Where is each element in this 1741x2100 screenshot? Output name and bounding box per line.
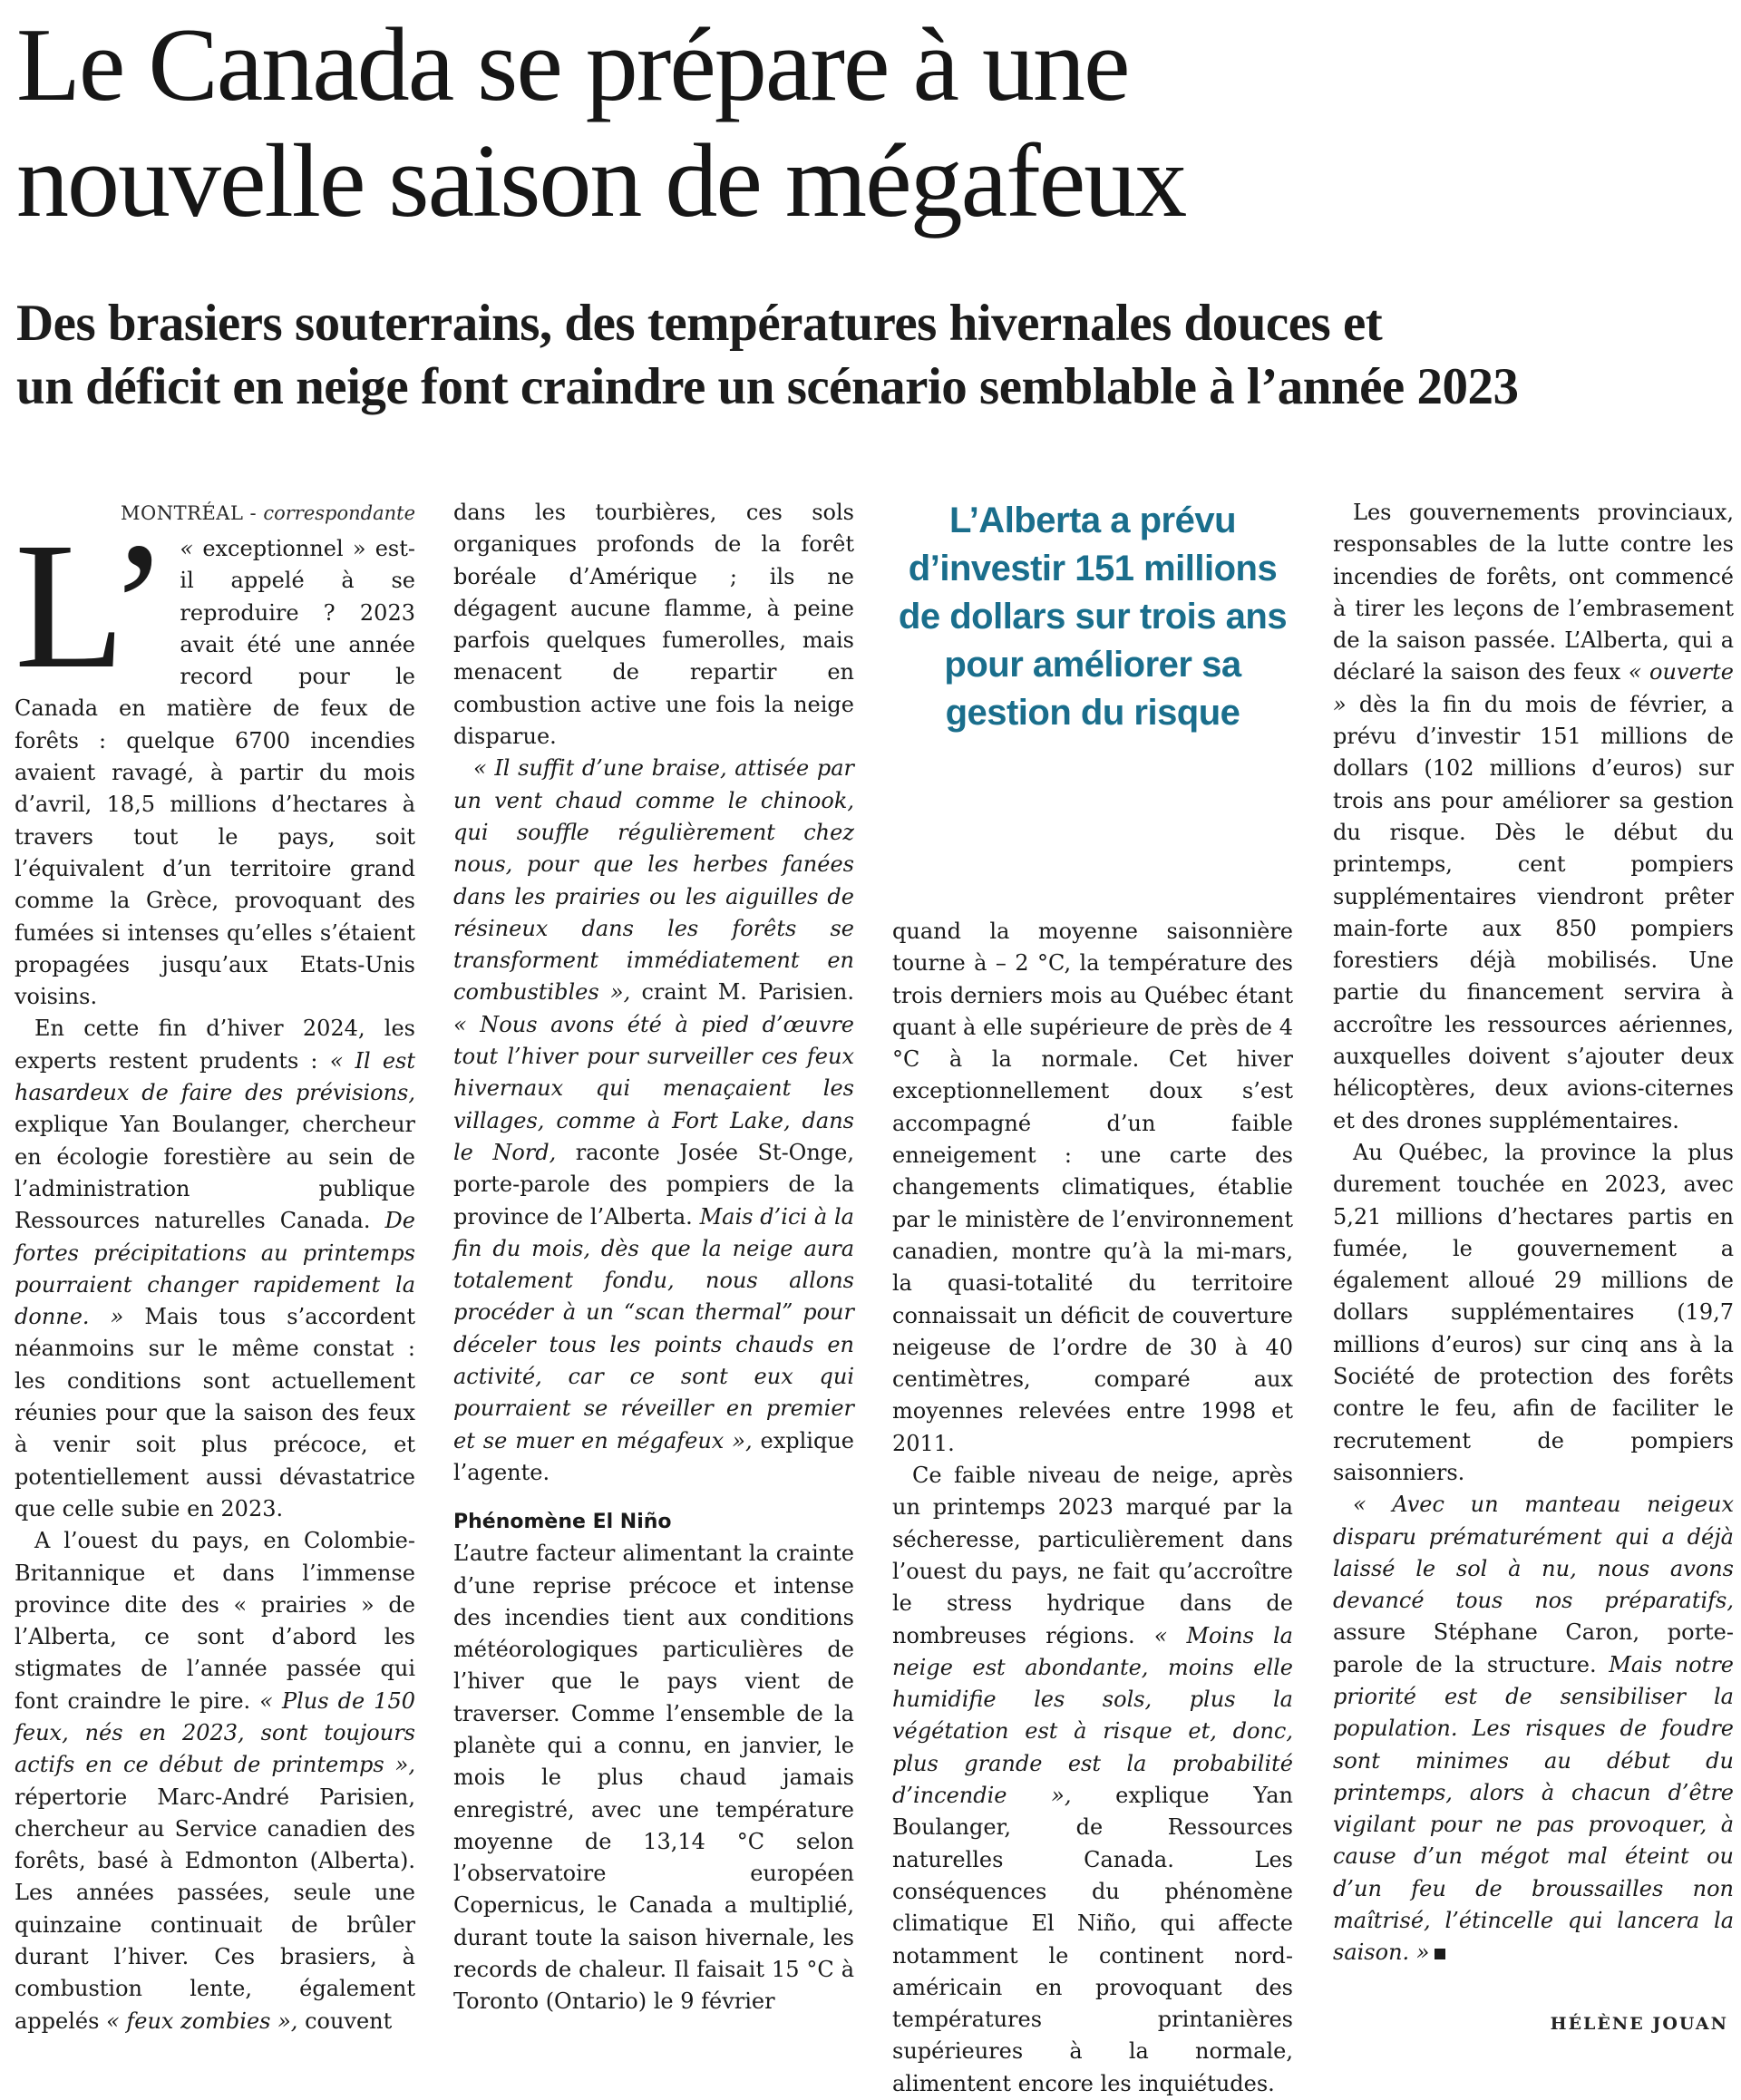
quote-text: « ouverte » bbox=[1333, 659, 1734, 717]
article-column-1 bbox=[15, 497, 416, 2034]
paragraph-text: A l’ouest du pays, en Colombie-Britannique et dans l’immense province dite des « prairies » de l’Alberta, ce sont d’abord les stigmates de l’année passée qui font craindre le pire. bbox=[15, 1528, 415, 1714]
paragraph-text: Mais tous s’accordent néanmoins sur le même constat : les conditions sont actuellement réunies pour que la saison des feux à venir soit plus précoce, et potentiellement aussi dévastatrice que celle subie en 2023. bbox=[15, 1304, 415, 1522]
section-heading: Phénomène El Niño bbox=[453, 1511, 672, 1534]
paragraph bbox=[1333, 1489, 1734, 1969]
paragraph bbox=[892, 916, 1293, 1460]
quote-text: « Plus de 150 feux, nés en 2023, sont toujours actifs en ce début de printemps », bbox=[15, 1687, 415, 1778]
article-column-4 bbox=[1333, 497, 1734, 2029]
quote-text: « Moins la neige est abondante, moins elle humidifie les sols, plus la végétation est à risque et, donc, plus grande est la probabilité d’incendie », bbox=[892, 1622, 1293, 1809]
paragraph bbox=[453, 753, 854, 1489]
paragraph-text: assure Stéphane Caron, porte-parole de la structure. bbox=[1333, 1619, 1734, 1677]
paragraph-text: couvent bbox=[297, 2008, 393, 2034]
paragraph-text: Les gouvernements provinciaux, responsables de la lutte contre les incendies de forêts, ont commencé à tirer les leçons de l’embrasement de la saison passée. L’Alberta, qui a déclaré la saison des feux bbox=[1333, 500, 1734, 685]
paragraph-text: exceptionnel » est-il appelé à se reproduire ? 2023 avait été une année record pour le Canada en matière de feux de forêts : quelque 6700 incendies avaient ravagé, à partir du mois d’avril, 18,5 millions d’hectares à travers tout le pays, soit l’équivalent d’un territoire grand comme la Grèce, provoquant des fumées si intenses qu’elles s’étaient propagées jusqu’aux Etats-Unis voisins. bbox=[15, 536, 415, 1010]
paragraph-text: répertorie Marc-André Parisien, chercheur au Service canadien des forêts, basé à Edmonton (Alberta). Les années passées, seule une quinzaine continuait de brûler durant l’hiver. Ces brasiers, à combustion lente, également appelés bbox=[15, 1784, 415, 2034]
quote-text: Mais notre priorité est de sensibiliser la population. Les risques de foudre sont minimes au début du printemps, alors à chacun d’être vigilant pour ne pas provoquer, à cause d’un mégot mal éteint ou d’un feu de broussailles non maîtrisé, l’étincelle qui lancera la saison. » bbox=[1333, 1651, 1734, 1966]
byline: HÉLÈNE JOUAN bbox=[1550, 2014, 1728, 2034]
paragraph-text: dans les tourbières, ces sols organiques profonds de la forêt boréale d’Amérique ; ils ne dégagent aucune flamme, à peine parfois quelques fumerolles, mais menacent de repartir en combustion active une fois la neige disparue. bbox=[453, 500, 854, 750]
end-mark-icon bbox=[1435, 1949, 1445, 1959]
paragraph bbox=[892, 1460, 1293, 2100]
paragraph-text: raconte Josée St-Onge, porte-parole des pompiers de la province de l’Alberta. bbox=[453, 1139, 855, 1230]
dateline-role: correspondante bbox=[263, 502, 415, 524]
paragraph-text: En cette fin d’hiver 2024, les experts restent prudents : bbox=[15, 1016, 415, 1074]
pull-quote: L’Alberta a prévu d’investir 151 millions de dollars sur trois ans pour améliorer sa gestion du risque bbox=[898, 501, 1288, 733]
paragraph bbox=[1333, 497, 1734, 1137]
paragraph-text: explique Yan Boulanger, de Ressources naturelles Canada. Les conséquences du phénomène climatique El Niño, qui affecte notamment le continent nord-américain en provoquant des températures printanières supérieures à la normale, alimentent encore les inquiétudes. bbox=[892, 1783, 1293, 2096]
quote-text: « Nous avons été à pied d’œuvre tout l’hiver pour surveiller ces feux hivernaux qui menaçaient les villages, comme à Fort Lake, dans le Nord, bbox=[453, 1011, 854, 1165]
paragraph-text: craint M. Parisien. bbox=[630, 979, 854, 1006]
paragraph-text: Au Québec, la province la plus durement touchée en 2023, avec 5,21 millions d’hectares partis en fumée, le gouvernement a également alloué 29 millions de dollars supplémentaires (19,7 millions d’euros) sur cinq ans à la Société de protection des forêts contre le feu, afin de faciliter le recrutement de pompiers saisonniers. bbox=[1333, 1139, 1734, 1485]
quote-text: Mais d’ici à la fin du mois, dès que la neige aura totalement fondu, nous allons procéder à un “scan thermal” pour déceler tous les points chauds en activité, car ce sont eux qui pourraient se réveiller en premier et se muer en mégafeux », bbox=[453, 1203, 854, 1453]
paragraph-text: explique l’agente. bbox=[453, 1427, 854, 1485]
headline-line-1: Le Canada se prépare à une bbox=[16, 7, 1129, 123]
headline-line-2: nouvelle saison de mégafeux bbox=[16, 123, 1186, 239]
paragraph bbox=[453, 497, 854, 753]
paragraph-text: quand la moyenne saisonnière tourne à – 2 °C, la température des trois derniers mois au Québec étant quant à elle supérieure de près de 4 °C à la normale. Cet hiver exceptionnellement doux s’est accompagné d’un faible enneigement : une carte des changements climatiques, établie par le ministère de l’environnement canadien, montre qu’à la mi-mars, la quasi-totalité du territoire connaissait un déficit de couverture neigeuse de l’ordre de 30 à 40 centimètres, comparé aux moyennes relevées entre 1998 et 2011. bbox=[892, 919, 1293, 1456]
article-column-3 bbox=[892, 916, 1293, 2096]
subhead-line-2: un déficit en neige font craindre un scénario semblable à l’année 2023 bbox=[16, 358, 1519, 415]
paragraph-text: L’autre facteur alimentant la crainte d’une reprise précoce et intense des incendies tient aux conditions météorologiques particulières de l’hiver que le pays vient de traverser. Comme l’ensemble de la planète qui a connu, en janvier, le mois le plus chaud jamais enregistré, avec une température moyenne de 13,14 °C selon l’observatoire européen Copernicus, le Canada a multiplié, durant toute la saison hivernale, les records de chaleur. Il faisait 15 °C à Toronto (Ontario) le 9 février bbox=[453, 1541, 854, 2015]
paragraph-text: dès la fin du mois de février, a prévu d’investir 151 millions de dollars (102 millions d’euros) sur trois ans pour améliorer sa gestion du risque. Dès le début du printemps, cent pompiers supplémentaires viendront prêter main-forte aux 850 pompiers forestiers déjà mobilisés. Une partie du financement servira à accroître les ressources aériennes, auxquelles doivent s’ajouter deux hélicoptères, deux avions-citernes et des drones supplémentaires. bbox=[1333, 691, 1734, 1133]
quote-text: « feux zombies », bbox=[106, 2008, 298, 2034]
subhead-line-1: Des brasiers souterrains, des températures hivernales douces et bbox=[16, 295, 1383, 352]
article-column-2 bbox=[453, 497, 854, 2029]
paragraph-text: explique Yan Boulanger, chercheur en écologie forestière au sein de l’administration publique Ressources naturelles Canada. bbox=[15, 1112, 415, 1234]
paragraph-text: Ce faible niveau de neige, après un printemps 2023 marqué par la sécheresse, particulièrement dans l’ouest du pays, ne fait qu’accroître le stress hydrique dans de nombreuses régions. bbox=[892, 1463, 1293, 1648]
paragraph bbox=[15, 1525, 415, 2037]
lead-paragraph: L’ « exceptionnel » est-il appelé à se reproduire ? 2023 avait été une année record pour le Canada en matière de feux de forêts : quelque 6700 incendies avaient ravagé, à partir du mois d’avril, 18,5 millions d’hectares à travers tout le pays, soit l’équivalent d’un territoire grand comme la Grèce, provoquant des fumées si intenses qu’elles s’étaient propagées jusqu’aux Etats-Unis voisins. bbox=[15, 506, 415, 1010]
quote-text: De fortes précipitations au printemps pourraient changer rapidement la donne. » bbox=[15, 1208, 415, 1330]
dateline-place: MONTRÉAL - bbox=[121, 502, 258, 524]
quote-text: « Il suffit d’une braise, attisée par un vent chaud comme le chinook, qui souffle régulièrement chez nous, pour que les herbes fanées dans les prairies ou les aiguilles de résineux dans les forêts se transforment immédiatement en combustibles », bbox=[453, 755, 854, 1006]
paragraph bbox=[453, 1538, 854, 2017]
paragraph bbox=[1333, 1137, 1734, 1489]
headline bbox=[16, 7, 1721, 239]
quote-text: « Il est hasardeux de faire des prévisions, bbox=[15, 1047, 416, 1106]
quote-text: « Avec un manteau neigeux disparu prématurément qui a déjà laissé le sol à nu, nous avons devancé tous nos préparatifs, bbox=[1333, 1492, 1734, 1614]
drop-cap: L’ bbox=[15, 506, 170, 706]
paragraph bbox=[15, 1013, 415, 1525]
subheadline bbox=[16, 292, 1721, 419]
